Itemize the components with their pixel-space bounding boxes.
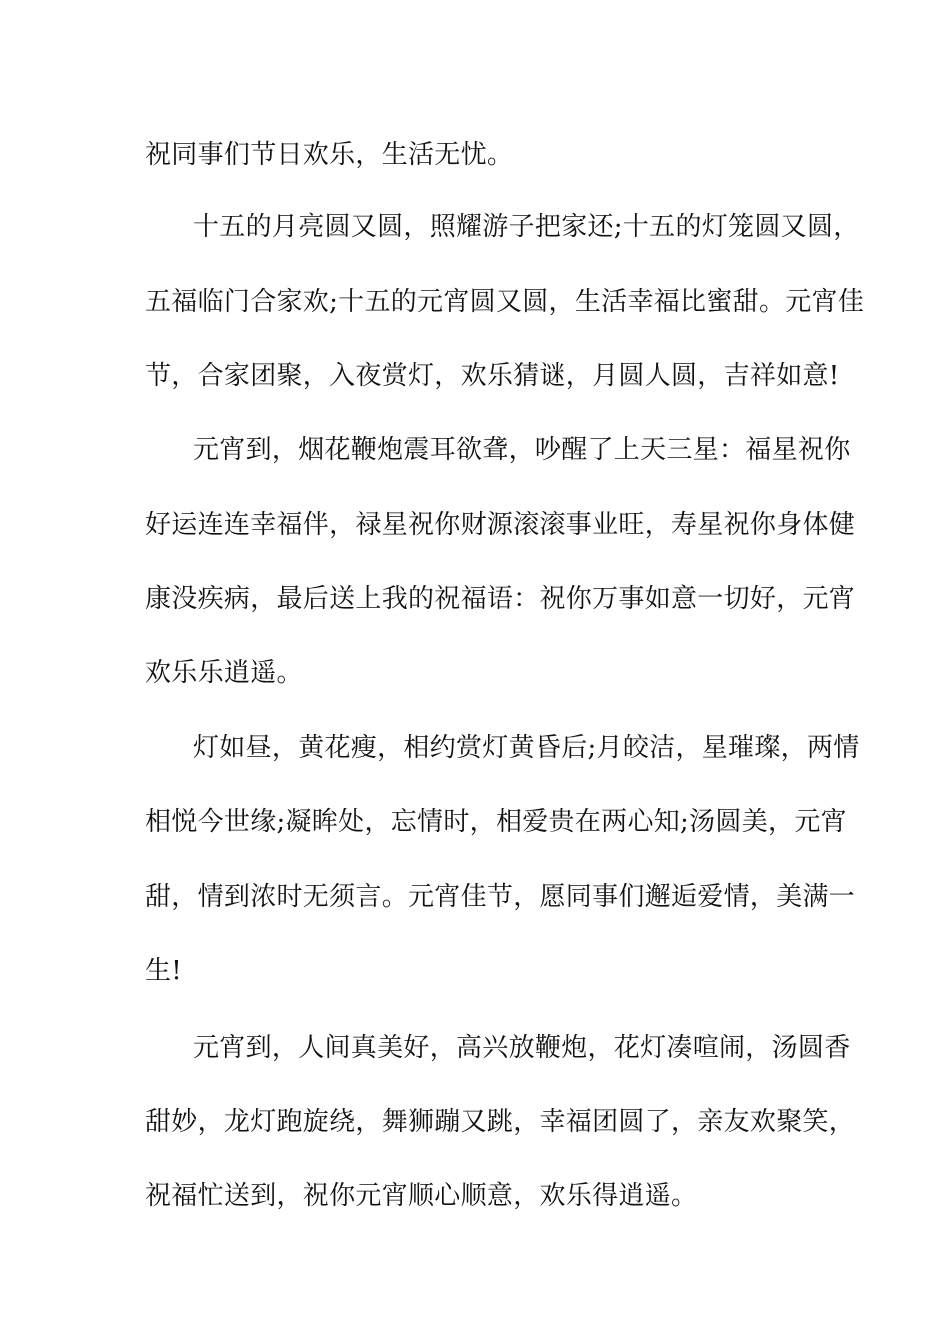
text-line: 康没疾病，最后送上我的祝福语：祝你万事如意一切好，元宵 [145,584,856,614]
text-line: 甜，情到浓时无须言。元宵佳节，愿同事们邂逅爱情，美满一 [145,882,856,912]
paragraph-first-line: 灯如昼，黄花瘦，相约赏灯黄昏后;月皎洁，星璀璨，两情 [193,733,860,763]
text-line: 节，合家团聚，入夜赏灯，欢乐猜谜，月圆人圆，吉祥如意! [145,361,840,391]
text-line: 相悦今世缘;凝眸处，忘情时，相爱贵在两心知;汤圆美，元宵 [145,807,847,837]
text-line: 祝福忙送到，祝你元宵顺心顺意，欢乐得逍遥。 [145,1181,698,1211]
text-line: 好运连连幸福伴，禄星祝你财源滚滚事业旺，寿星祝你身体健 [145,510,856,540]
text-line: 生! [145,956,183,986]
paragraph-first-line: 元宵到，人间真美好，高兴放鞭炮，花灯凑喧闹，汤圆香 [193,1033,851,1063]
text-line: 祝同事们节日欢乐，生活无忧。 [145,140,514,170]
text-line: 甜妙，龙灯跑旋绕，舞狮蹦又跳，幸福团圆了，亲友欢聚笑， [145,1107,856,1137]
text-line: 欢乐乐逍遥。 [145,658,303,688]
text-line: 五福临门合家欢;十五的元宵圆又圆，生活幸福比蜜甜。元宵佳 [145,287,865,317]
paragraph-first-line: 元宵到，烟花鞭炮震耳欲聋，吵醒了上天三星：福星祝你 [193,435,851,465]
paragraph-first-line: 十五的月亮圆又圆，照耀游子把家还;十五的灯笼圆又圆， [193,212,860,242]
